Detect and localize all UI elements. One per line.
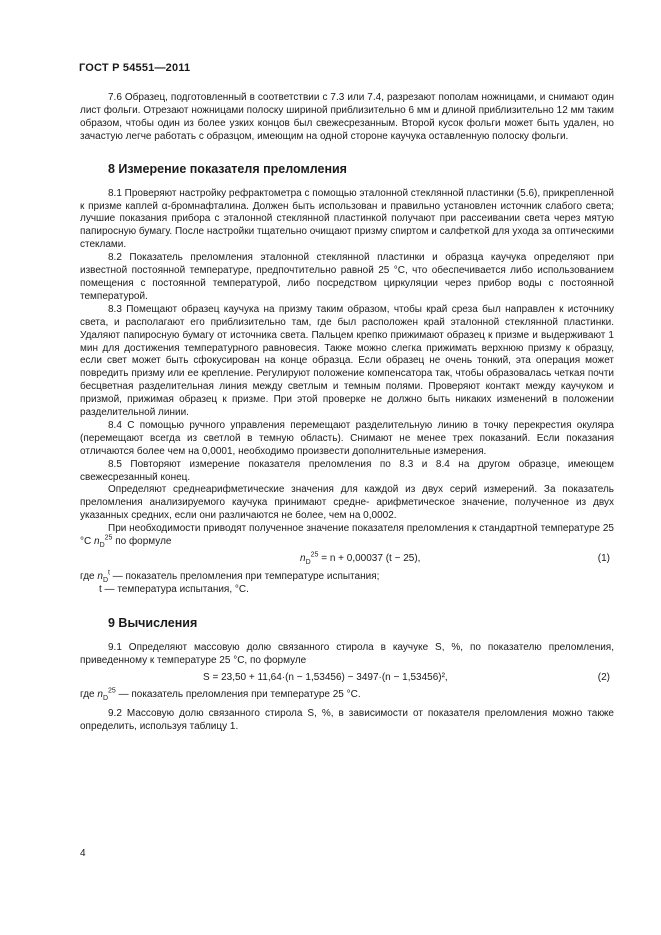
legend-n25-text: — показатель преломления при температуре 25 °С.	[115, 689, 361, 701]
formula-2-number: (2)	[597, 671, 610, 683]
formula-2-legend: где $n_D^{25}$ — показатель преломления при температуре 25 °С.	[80, 688, 361, 703]
formula-2-expression: S = 23,50 + 11,64·(n − 1,53456) − 3497·(n − 1,53456)²,	[203, 671, 448, 683]
paragraph-8-2: 8.2 Показатель преломления эталонной стеклянной пластинки и образца каучука определяют при известной постоянной температуре, предпочтительно равной 25 °С, что обеспечивается либо использованием помещения с постоянной температурой, либо посредством циркуляции через прибор воды с постоянной температурой.	[80, 252, 614, 302]
paragraph-7-6: 7.6 Образец, подготовленный в соответствии с 7.3 или 7.4, разрезают пополам ножницами, и снимают один лист фольги. Отрезают ножницами полоску шириной приблизительно 6 мм и длиной приблизительно 12 мм таким образом, чтобы один из более узких концов был свежесрезанным. Второй кусок фольги может быть удален, но зачастую легче работать с образцом, имеющим на одной стороне каучука оставленную полоску фольги.	[80, 92, 614, 142]
formula-1	[80, 553, 614, 566]
paragraph-8-1: 8.1 Проверяют настройку рефрактометра с помощью эталонной стеклянной пластинки (5.6), прикрепленной к призме каплей α-бромнафталина. Должен быть использован и правильно установлен источник слабого света; лучшие показания прибора с эталонной стеклянной пластинкой получают при рассеивании света через мятую папиросную бумагу. После настройки тщательно очищают призму спиртом и салфеткой для ухода за оптическими стеклами.	[80, 187, 614, 251]
page-number: 4	[80, 848, 86, 859]
paragraph-8-5: 8.5 Повторяют измерение показателя преломления по 8.3 и 8.4 на другом образце, имеющем свежесрезанный конец.	[80, 458, 614, 483]
paragraph-8-5-temperature: При необходимости приводят полученное значение показателя преломления к стандартной температуре 25 °С $n_D^{25}$ по формуле	[80, 523, 614, 550]
document-body	[80, 92, 614, 734]
formula-2	[80, 672, 614, 685]
paragraph-text-post: по формуле	[112, 536, 172, 548]
paragraph-8-5-mean: Определяют среднеарифметические значения для каждой из двух серий измерений. За показатель преломления анализируемого каучука принимают средне- арифметическое значение, полученное из двух указанных средних, если они различаются не более, чем на 0,0002.	[80, 484, 614, 522]
paragraph-text-pre: При необходимости приводят полученное значение показателя преломления к стандартной температуре 25 °С	[80, 523, 614, 548]
formula-1-legend-n: где $n_D^t$ — показатель преломления при температуре испытания;	[80, 569, 380, 584]
paragraph-9-2: 9.2 Массовую долю связанного стирола S, %, в зависимости от показателя преломления можно также определить, используя таблицу 1.	[80, 708, 614, 733]
document-header: ГОСТ Р 54551—2011	[79, 62, 191, 74]
legend-n-text: — показатель преломления при температуре испытания;	[109, 570, 380, 582]
paragraph-8-4: 8.4 С помощью ручного управления перемещают разделительную линию в точку перекрестия окуляра (перемещают всегда из светлой в темную область). Снимают не менее трех показаний. Если показания отличаются более чем на 0,0001, необходимо произвести дополнительные измерения.	[80, 419, 614, 457]
paragraph-9-1: 9.1 Определяют массовую долю связанного стирола в каучуке S, %, по показателю преломления, приведенному к температуре 25 °С, по формуле	[80, 641, 614, 666]
paragraph-8-3: 8.3 Помещают образец каучука на призму таким образом, чтобы край среза был направлен к источнику света, и располагают его приблизительно там, где был расположен край эталонной стеклянной пластинки. Удаляют папиросную бумагу от источника света. Пальцем крепко прижимают образец к призме и выдерживают 1 мин для достижения температурного равновесия. Также можно слегка прижимать верхнюю призму к образцу, если свет может быть сфокусирован на конце образца. Если образец не очень тонкий, эта операция может повредить призму или ее крепление. Регулируют положение компенсатора так, чтобы образовалась четкая почти бесцветная разделительная линия между светлым и темным полями. Проверяют контакт между каучуком и призмой, прижимая образец к призме. При этой проверке не должно быть никаких изменений в положении разделительной линии.	[80, 303, 614, 419]
formula-1-legend-t: t — температура испытания, °С.	[99, 583, 249, 595]
section-heading-9: 9 Вычисления	[108, 615, 198, 630]
formula-1-expression: $n_D^{25} = n + 0,00037$ (t − 25),	[300, 551, 421, 566]
formula-1-number: (1)	[597, 553, 610, 564]
section-heading-8: 8 Измерение показателя преломления	[108, 161, 347, 176]
formula-1-body: = n + 0,00037 (t − 25),	[321, 553, 421, 564]
